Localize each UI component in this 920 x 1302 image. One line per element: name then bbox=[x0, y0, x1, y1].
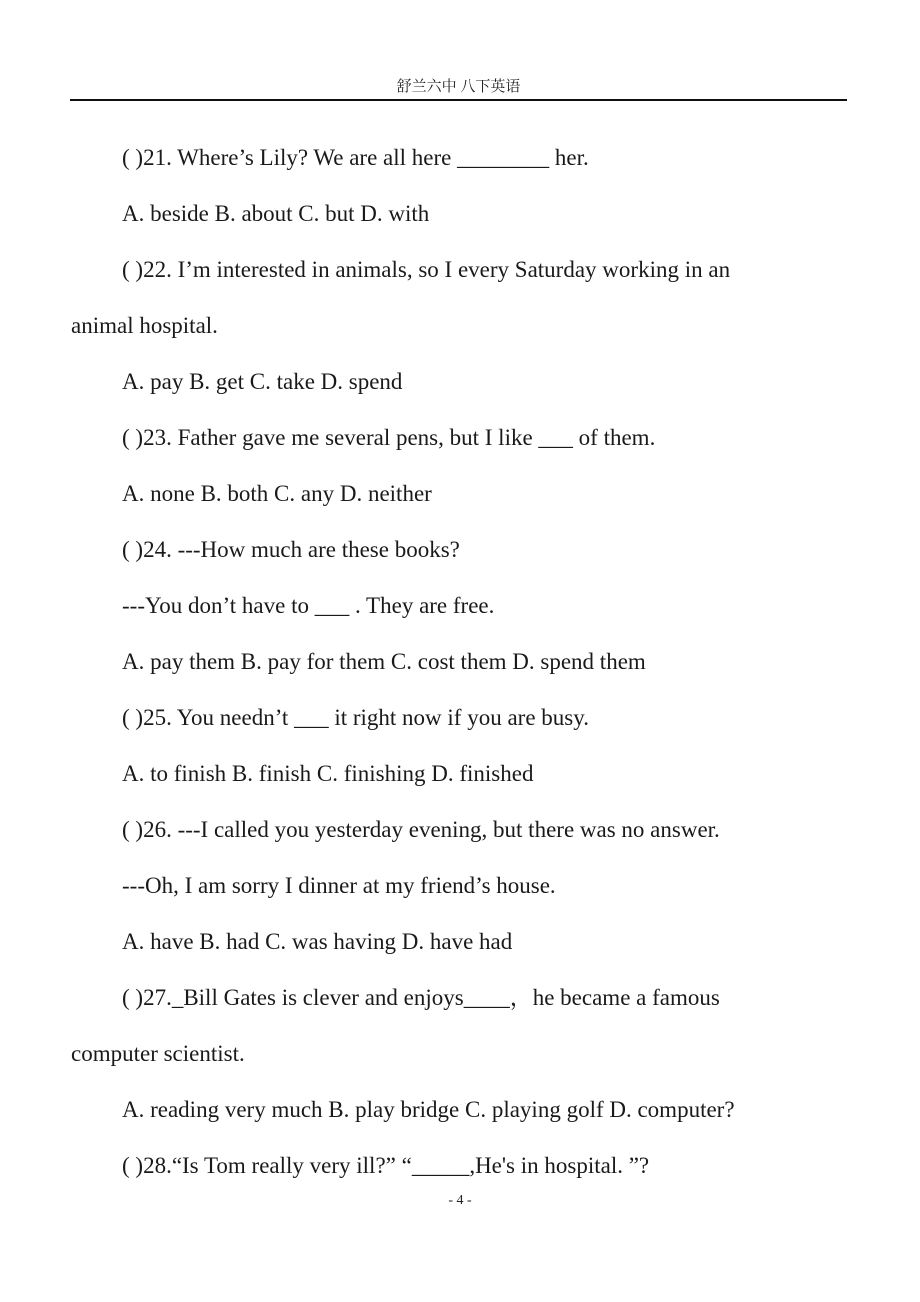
question-25-options: A. to finish B. finish C. finishing D. finished bbox=[122, 761, 534, 786]
question-28-stem: ( )28.“Is Tom really very ill?” “_____,He's in hospital. ”? bbox=[122, 1153, 650, 1178]
question-22-options: A. pay B. get C. take D. spend bbox=[122, 369, 403, 394]
question-22-stem: ( )22. I’m interested in animals, so I every Saturday working in an bbox=[122, 257, 731, 282]
header-divider bbox=[70, 99, 847, 101]
question-22-stem-continued: animal hospital. bbox=[71, 313, 218, 338]
question-27-stem: ( )27._Bill Gates is clever and enjoys____，he became a famous bbox=[122, 985, 720, 1010]
question-26-stem: ( )26. ---I called you yesterday evening, but there was no answer. bbox=[122, 817, 720, 842]
question-27-stem-continued: computer scientist. bbox=[71, 1041, 245, 1066]
question-21-options: A. beside B. about C. but D. with bbox=[122, 201, 430, 226]
question-23-stem: ( )23. Father gave me several pens, but I like ___ of them. bbox=[122, 425, 656, 450]
question-list bbox=[0, 130, 920, 1194]
page-number: - 4 - bbox=[448, 1193, 472, 1208]
question-26-dialogue: ---Oh, I am sorry I dinner at my friend’s house. bbox=[122, 873, 556, 898]
question-25-stem: ( )25. You needn’t ___ it right now if you are busy. bbox=[122, 705, 589, 730]
question-23-options: A. none B. both C. any D. neither bbox=[122, 481, 432, 506]
question-24-options: A. pay them B. pay for them C. cost them D. spend them bbox=[122, 649, 646, 674]
question-21-stem: ( )21. Where’s Lily? We are all here ________ her. bbox=[122, 145, 589, 170]
question-26-options: A. have B. had C. was having D. have had bbox=[122, 929, 513, 954]
question-24-stem: ( )24. ---How much are these books? bbox=[122, 537, 460, 562]
page-header: 舒兰六中 八下英语 bbox=[396, 79, 521, 95]
question-24-dialogue: ---You don’t have to ___ . They are free. bbox=[122, 593, 495, 618]
question-27-options: A. reading very much B. play bridge C. playing golf D. computer? bbox=[122, 1097, 735, 1122]
